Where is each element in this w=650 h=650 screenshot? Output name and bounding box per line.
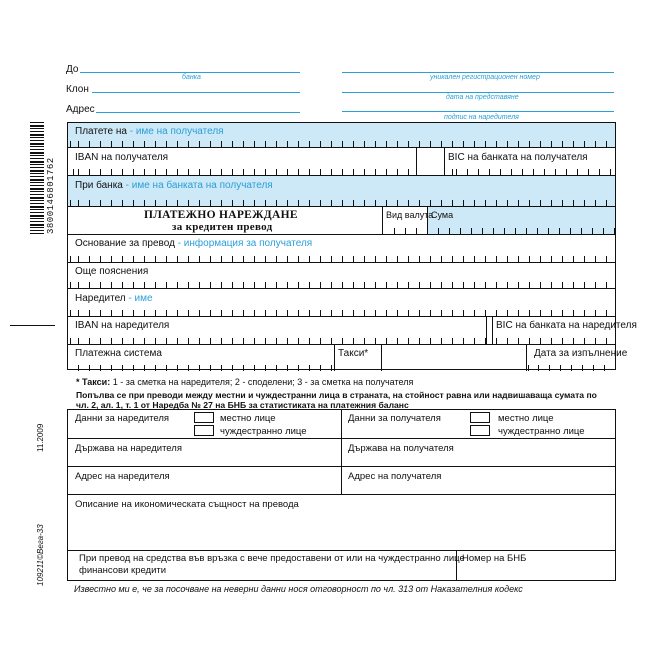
reg-number-field[interactable] <box>342 72 614 73</box>
reg-number-hint: уникален регистрационен номер <box>430 74 540 81</box>
orderer-data-label: Данни за наредителя <box>75 413 170 424</box>
barcode-number: 3800146801762 <box>46 157 56 234</box>
iban-recipient-label: IBAN на получателя <box>75 152 169 163</box>
signature-field[interactable] <box>342 111 614 112</box>
bic-recipient-label: BIC на банката на получателя <box>448 152 588 163</box>
stat-note-line2: чл. 2, ал. 1, т. 1 от Наредба № 27 на БНБ за статистиката на платежния баланс <box>76 400 409 410</box>
payment-order-form <box>67 122 637 370</box>
signature-hint: подпис на наредителя <box>444 114 519 121</box>
to-label: До <box>66 64 79 75</box>
orderer-address-label: Адрес на наредителя <box>75 471 170 482</box>
to-field[interactable] <box>80 72 300 73</box>
more-info-label: Още пояснения <box>75 266 149 277</box>
credits-label-line1: При превод на средства във връзка с вече предоставени от или на чуждестранно лице <box>79 553 465 564</box>
recipient-foreign-label: чуждестранно лице <box>498 426 585 437</box>
print-code: 109211©Вега-33 <box>36 524 45 586</box>
recipient-local-label: местно лице <box>498 413 554 424</box>
orderer-local-checkbox[interactable] <box>194 412 214 423</box>
form-title: ПЛАТЕЖНО НАРЕЖДАНЕ <box>144 209 298 221</box>
date-hint: дата на представяне <box>446 94 519 101</box>
date-field[interactable] <box>342 92 614 93</box>
bank-hint: банка <box>182 74 201 81</box>
reason-label: Основание за превод - информация за получателя <box>75 238 313 249</box>
address-label: Адрес <box>66 104 95 115</box>
statistics-section <box>67 409 616 581</box>
payment-system-label: Платежна система <box>75 348 162 359</box>
address-field[interactable] <box>96 112 300 113</box>
bic-orderer-label: BIC на банката на наредителя <box>496 320 637 331</box>
pay-to-label: Платете на - име на получателя <box>75 126 224 137</box>
orderer-label: Наредител - име <box>75 293 153 304</box>
branch-label: Клон <box>66 84 89 95</box>
edition-date: 11.2009 <box>36 423 45 452</box>
credits-label-line2: финансови кредити <box>79 565 167 576</box>
iban-orderer-label: IBAN на наредителя <box>75 320 170 331</box>
exec-date-label: Дата за изпълнение <box>534 348 628 359</box>
fold-mark <box>10 325 55 326</box>
recipient-data-label: Данни за получателя <box>348 413 441 424</box>
stat-note-line1: Попълва се при преводи между местни и чуждестранни лица в страната, на стойност равна или надвишаваща сумата по <box>76 390 597 400</box>
recipient-address-label: Адрес на получателя <box>348 471 442 482</box>
orderer-local-label: местно лице <box>220 413 276 424</box>
description-label: Описание на икономическата същност на превода <box>75 499 299 510</box>
amount-label: Сума <box>431 210 454 220</box>
orderer-country-label: Държава на наредителя <box>75 443 182 454</box>
fees-label: Такси* <box>338 348 369 359</box>
barcode-icon <box>30 122 44 234</box>
recipient-country-label: Държава на получателя <box>348 443 454 454</box>
recipient-foreign-checkbox[interactable] <box>470 425 490 436</box>
form-subtitle: за кредитен превод <box>172 221 273 233</box>
recipient-local-checkbox[interactable] <box>470 412 490 423</box>
orderer-foreign-checkbox[interactable] <box>194 425 214 436</box>
liability-note: Известно ми е, че за посочване на неверни данни нося отговорност по чл. 313 от Наказателния кодекс <box>74 584 523 594</box>
branch-field[interactable] <box>92 92 300 93</box>
orderer-foreign-label: чуждестранно лице <box>220 426 307 437</box>
fees-note: * Такси: 1 - за сметка на наредителя; 2 - споделени; 3 - за сметка на получателя <box>76 377 414 387</box>
at-bank-label: При банка - име на банката на получателя <box>75 180 273 191</box>
bnb-number-label: Номер на БНБ <box>462 553 527 564</box>
currency-label: Вид валута <box>386 210 434 220</box>
